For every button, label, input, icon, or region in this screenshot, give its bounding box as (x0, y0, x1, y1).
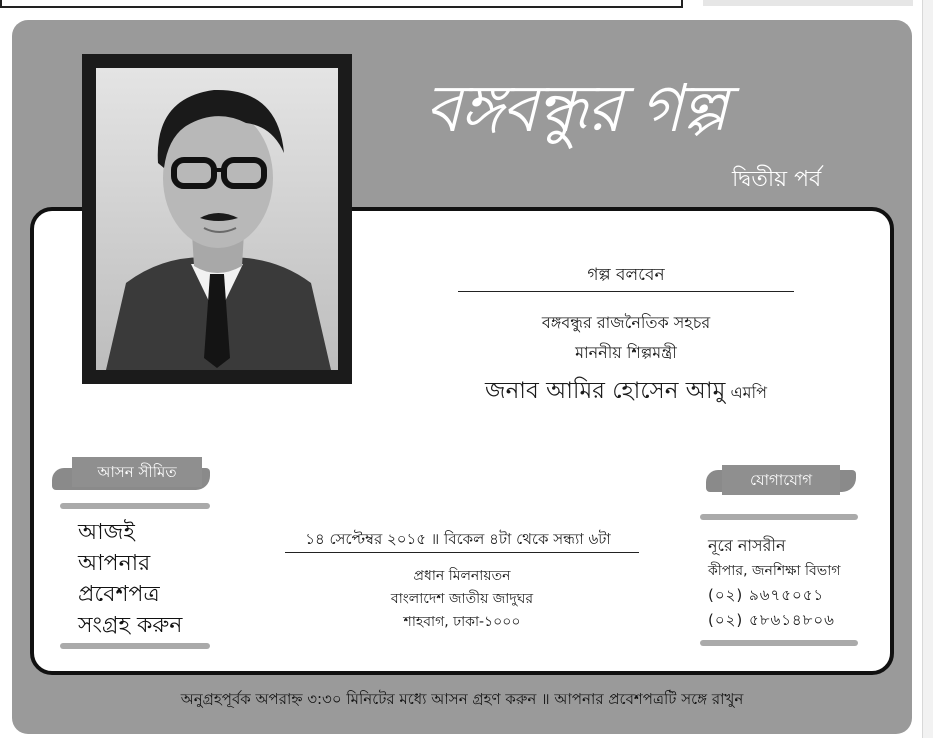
portrait-photo (96, 68, 338, 370)
event-divider (285, 552, 639, 553)
venue-line-3: শাহবাগ, ঢাকা-১০০০ (403, 614, 521, 630)
speaker-divider (458, 291, 794, 292)
right-brush-top (700, 514, 858, 520)
footer-note: অনুগ্রহপূর্বক অপরাহ্ন ৩:৩০ মিনিটের মধ্যে আসন গ্রহণ করুন ॥ আপনার প্রবেশপত্রটি সঙ্গে রাখুন (180, 690, 744, 708)
speaker-heading: গল্প বলবেন (587, 265, 665, 285)
cta-line-1: আজই (78, 520, 135, 545)
seat-badge: আসন সীমিত (72, 457, 202, 487)
right-brush-bottom (700, 640, 858, 646)
event-datetime: ১৪ সেপ্টেম্বর ২০১৫ ॥ বিকেল ৪টা থেকে সন্ধ্যা ৬টা (305, 530, 611, 548)
speaker-name-line (430, 372, 822, 411)
cta-line-2: আপনার (78, 551, 151, 576)
event-title: বঙ্গবন্ধুর গল্প (425, 70, 727, 147)
venue-line-2: বাংলাদেশ জাতীয় জাদুঘর (390, 591, 534, 607)
speaker-suffix: এমপি (730, 383, 767, 402)
contact-role: কীপার, জনশিক্ষা বিভাগ (708, 563, 841, 579)
event-subtitle: দ্বিতীয় পর্ব (732, 167, 822, 192)
contact-phone-1: (০২) ৯৬৭৫০৫১ (708, 586, 825, 604)
venue-line-1: প্রধান মিলনায়তন (413, 568, 511, 584)
top-box (0, 0, 683, 8)
left-brush-bottom (60, 643, 210, 649)
speaker-line-1: বঙ্গবন্ধুর রাজনৈতিক সহচর (541, 313, 711, 332)
contact-badge: যোগাযোগ (722, 465, 840, 495)
speaker-line-2: মাননীয় শিল্পমন্ত্রী (575, 343, 677, 362)
contact-name: নূরে নাসরীন (708, 536, 786, 555)
portrait-illustration (96, 68, 338, 370)
cta-line-3: প্রবেশপত্র (78, 582, 160, 607)
contact-phone-2: (০২) ৫৮৬১৪৮০৬ (708, 611, 835, 629)
cta-line-4: সংগ্রহ করুন (78, 613, 183, 638)
page-scrollbar[interactable] (922, 0, 933, 738)
speaker-name: জনাব আমির হোসেন আমু (485, 378, 726, 404)
top-strip (703, 0, 913, 6)
left-brush-top (60, 503, 210, 509)
